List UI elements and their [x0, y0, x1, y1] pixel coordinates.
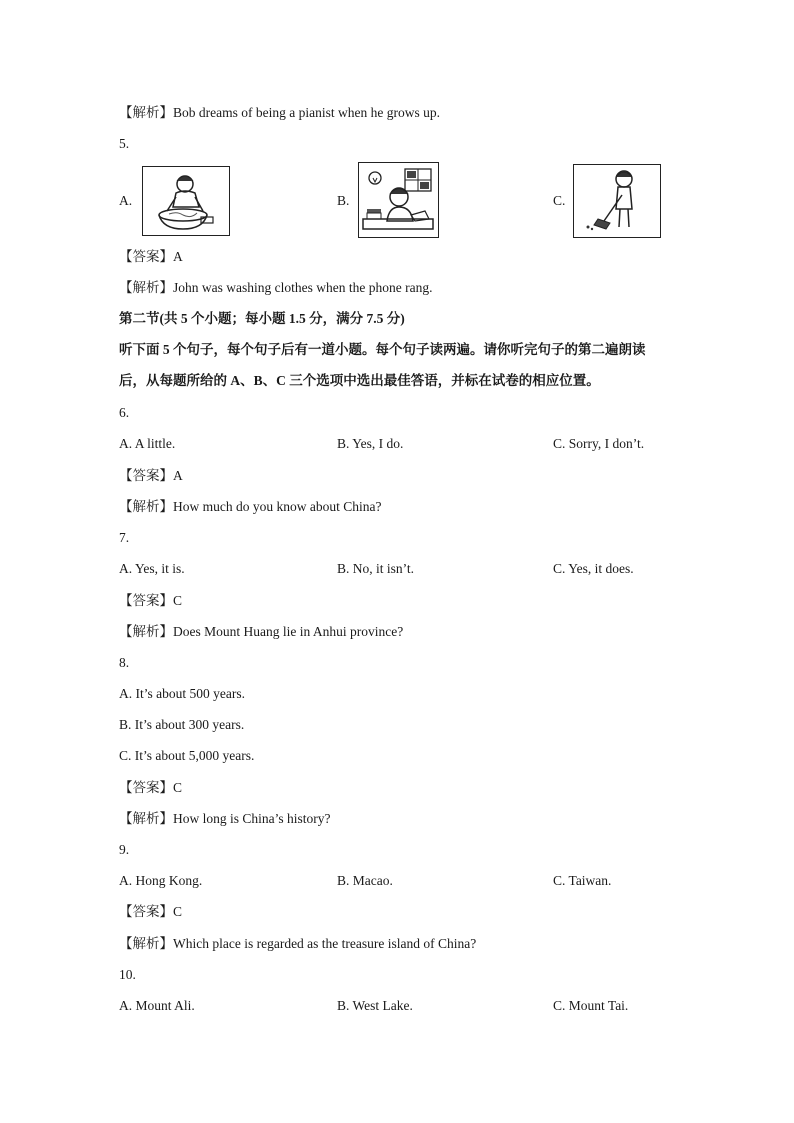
q5-number: 5.	[119, 136, 130, 151]
q6-option-a: A. A little.	[119, 436, 176, 451]
q8-analysis: 【解析】How long is China’s history?	[119, 811, 331, 826]
q10-option-c: C. Mount Tai.	[553, 998, 629, 1013]
q9-option-c: C. Taiwan.	[553, 873, 612, 888]
q10-number: 10.	[119, 967, 136, 982]
q10-option-b: B. West Lake.	[337, 998, 413, 1013]
q9-option-b: B. Macao.	[337, 873, 393, 888]
q5-analysis: 【解析】John was washing clothes when the phone rang.	[119, 280, 433, 295]
section2-instruction-1: 听下面 5 个句子，每个句子后有一道小题。每个句子读两遍。请你听完句子的第二遍朗读	[119, 342, 646, 357]
q6-option-c: C. Sorry, I don’t.	[553, 436, 645, 451]
q7-option-b: B. No, it isn’t.	[337, 561, 415, 576]
q6-number: 6.	[119, 405, 130, 420]
q6-analysis: 【解析】How much do you know about China?	[119, 499, 382, 514]
q10-option-a: A. Mount Ali.	[119, 998, 195, 1013]
q8-option-a: A. It’s about 500 years.	[119, 686, 245, 701]
q6-option-b: B. Yes, I do.	[337, 436, 404, 451]
q9-number: 9.	[119, 842, 130, 857]
q7-option-a: A. Yes, it is.	[119, 561, 185, 576]
q9-option-a: A. Hong Kong.	[119, 873, 203, 888]
q8-answer: 【答案】C	[119, 780, 183, 795]
q7-analysis: 【解析】Does Mount Huang lie in Anhui province?	[119, 624, 404, 639]
q4-analysis: 【解析】Bob dreams of being a pianist when he grows up.	[119, 105, 440, 120]
q5-option-b-label: B.	[337, 193, 350, 208]
section2-heading: 第二节(共 5 个小题；每小题 1.5 分，满分 7.5 分)	[119, 311, 405, 326]
q5-option-c-label: C.	[553, 193, 566, 208]
q8-option-b: B. It’s about 300 years.	[119, 717, 245, 732]
q8-option-c: C. It’s about 5,000 years.	[119, 748, 255, 763]
q6-answer: 【答案】A	[119, 468, 183, 483]
q5-option-a-label: A.	[119, 193, 133, 208]
section2-instruction-2: 后，从每题所给的 A、B、C 三个选项中选出最佳答语，并标在试卷的相应位置。	[119, 373, 600, 388]
washing-clothes-picture	[142, 166, 230, 236]
q7-answer: 【答案】C	[119, 593, 183, 608]
q7-option-c: C. Yes, it does.	[553, 561, 634, 576]
desk-study-picture	[358, 162, 439, 238]
q9-answer: 【答案】C	[119, 904, 183, 919]
sweeping-picture	[573, 164, 661, 238]
q8-number: 8.	[119, 655, 130, 670]
q5-answer: 【答案】A	[119, 249, 183, 264]
q9-analysis: 【解析】Which place is regarded as the treasure island of China?	[119, 936, 477, 951]
q7-number: 7.	[119, 530, 130, 545]
